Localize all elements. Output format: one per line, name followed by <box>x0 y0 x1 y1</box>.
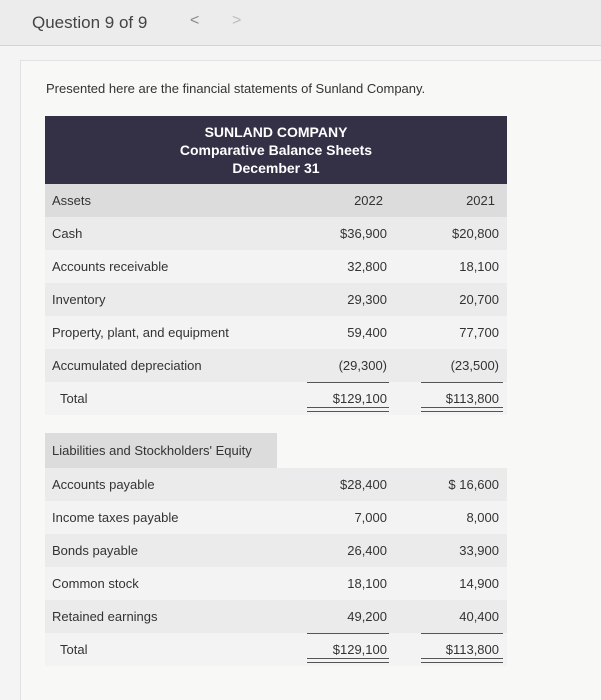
year-2022-header: 2022 <box>354 193 383 208</box>
statement-title: Comparative Balance Sheets <box>179 142 373 158</box>
table-row <box>45 250 507 283</box>
subtotal-rule <box>307 382 389 383</box>
row-label: Accounts receivable <box>52 259 169 274</box>
intro-text: Presented here are the financial statements of Sunland Company. <box>46 81 426 96</box>
row-label: Accounts payable <box>52 477 155 492</box>
table-row <box>45 468 507 501</box>
value-2022: 7,000 <box>354 510 387 525</box>
liabilities-header-row <box>45 433 277 468</box>
row-label: Property, plant, and equipment <box>52 325 229 340</box>
value-2022: $36,900 <box>340 226 387 241</box>
row-label: Accumulated depreciation <box>52 358 202 373</box>
value-2022: (29,300) <box>338 358 387 373</box>
value-2022: 26,400 <box>347 543 387 558</box>
value-2022: 59,400 <box>347 325 387 340</box>
double-underline <box>421 658 503 663</box>
row-label: Bonds payable <box>52 543 139 558</box>
value-2021: 14,900 <box>459 576 499 591</box>
total-2022: $129,100 <box>332 642 387 657</box>
total-label: Total <box>60 391 88 406</box>
total-2021: $113,800 <box>445 391 499 406</box>
year-2021-header: 2021 <box>466 193 495 208</box>
value-2021: 33,900 <box>459 543 499 558</box>
subtotal-rule <box>307 633 389 634</box>
assets-header: Assets <box>52 193 92 208</box>
value-2022: 29,300 <box>347 292 387 307</box>
company-name: SUNLAND COMPANY <box>204 124 348 140</box>
double-underline <box>307 658 389 663</box>
question-counter: Question 9 of 9 <box>32 13 148 32</box>
row-label: Income taxes payable <box>52 510 179 525</box>
value-2021: (23,500) <box>450 358 499 373</box>
statement-date: December 31 <box>232 160 320 176</box>
table-row <box>45 283 507 316</box>
table-row <box>45 349 507 382</box>
value-2021: 40,400 <box>459 609 499 624</box>
table-row <box>45 217 507 250</box>
value-2022: 49,200 <box>347 609 387 624</box>
total-2022: $129,100 <box>332 391 387 406</box>
subtotal-rule <box>421 382 503 383</box>
value-2021: 18,100 <box>459 259 499 274</box>
value-2021: $20,800 <box>452 226 499 241</box>
statement-header <box>45 116 507 184</box>
row-label: Inventory <box>52 292 106 307</box>
subtotal-rule <box>421 633 503 634</box>
total-2021: $113,800 <box>445 642 499 657</box>
row-label: Common stock <box>52 576 139 591</box>
question-header <box>0 0 601 46</box>
value-2021: 8,000 <box>466 510 499 525</box>
liabilities-header: Liabilities and Stockholders' Equity <box>52 443 252 458</box>
liabilities-total-row <box>45 633 507 666</box>
chevron-right-icon[interactable]: > <box>232 12 242 29</box>
row-label: Retained earnings <box>52 609 158 624</box>
chevron-left-icon[interactable]: < <box>190 12 200 29</box>
value-2022: 32,800 <box>347 259 387 274</box>
row-label: Cash <box>52 226 83 241</box>
value-2021: 77,700 <box>459 325 499 340</box>
value-2021: 20,700 <box>459 292 499 307</box>
value-2022: 18,100 <box>347 576 387 591</box>
balance-sheet <box>45 116 507 666</box>
table-row <box>45 316 507 349</box>
question-content <box>20 60 601 700</box>
double-underline <box>307 407 389 412</box>
assets-total-row <box>45 382 507 415</box>
double-underline <box>421 407 503 412</box>
table-row <box>45 501 507 534</box>
value-2022: $28,400 <box>340 477 387 492</box>
total-label: Total <box>60 642 88 657</box>
table-row <box>45 567 507 600</box>
table-row <box>45 534 507 567</box>
table-row <box>45 600 507 633</box>
column-header-row <box>45 184 507 217</box>
value-2021: $ 16,600 <box>448 477 499 492</box>
